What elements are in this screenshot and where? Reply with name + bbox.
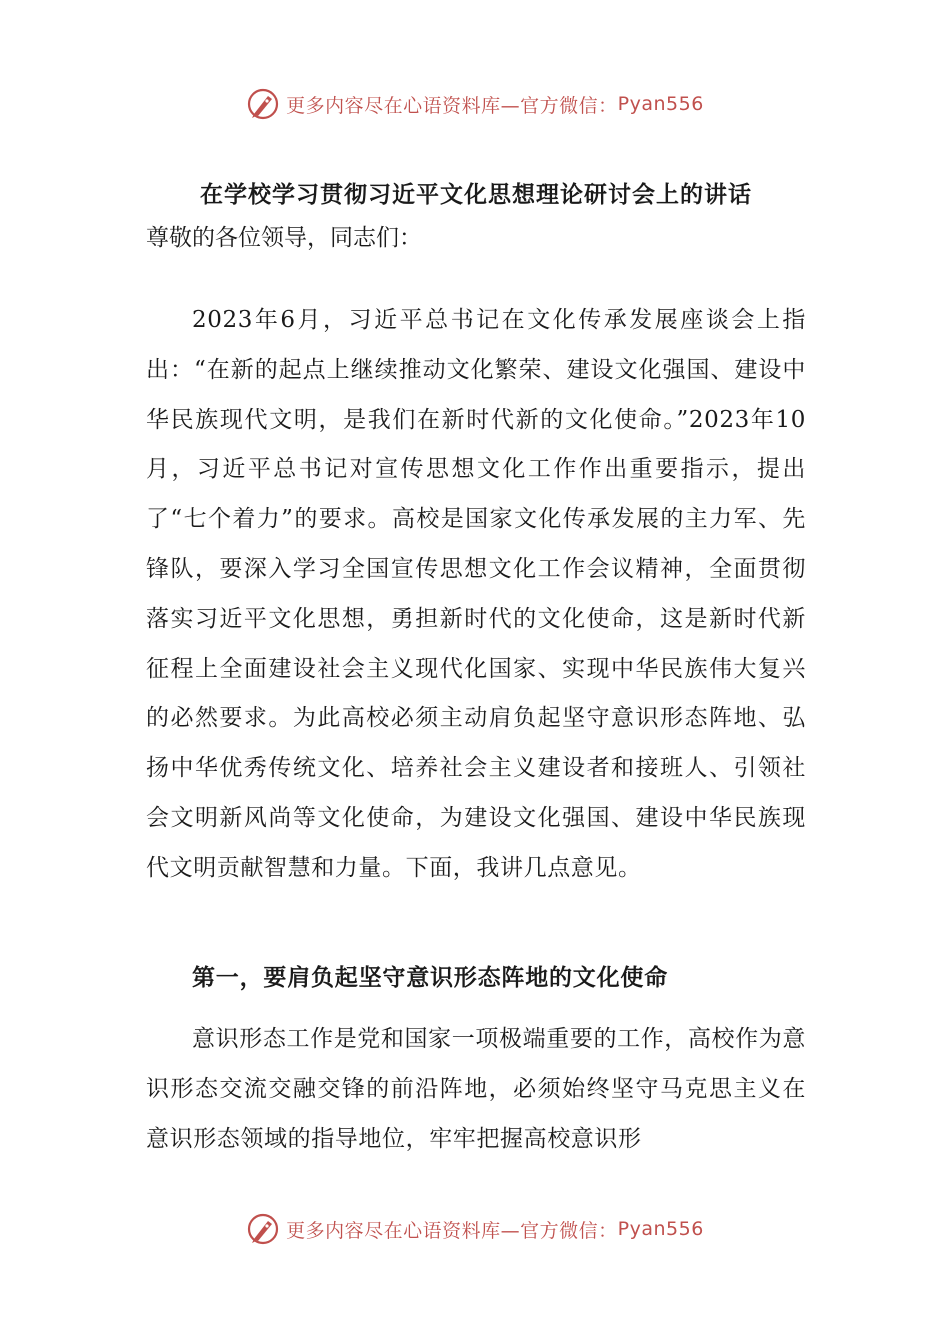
watermark-text: 更多内容尽在心语资料库—官方微信： — [286, 94, 618, 117]
section-heading-1: 第一，要肩负起坚守意识形态阵地的文化使命 — [192, 964, 668, 991]
pen-nib-logo-icon — [246, 87, 280, 121]
document-title: 在学校学习贯彻习近平文化思想理论研讨会上的讲话 — [200, 181, 752, 208]
body-paragraph-2: 意识形态工作是党和国家一项极端重要的工作，高校作为意识形态交流交融交锋的前沿阵地，必须始终坚守马克思主义在意识形态领域的指导地位，牢牢把握高校意识形 — [146, 1026, 806, 1152]
watermark-text: 更多内容尽在心语资料库—官方微信： — [286, 1219, 618, 1242]
watermark-wechat-id: Pyan556 — [617, 1218, 704, 1240]
watermark-banner-bottom — [0, 1209, 950, 1249]
watermark-wechat-id: Pyan556 — [617, 93, 704, 115]
pen-nib-logo-icon — [246, 1212, 280, 1246]
salutation: 尊敬的各位领导，同志们： — [146, 225, 422, 251]
watermark-banner-top — [0, 84, 950, 124]
body-paragraph-1: 2023年6月，习近平总书记在文化传承发展座谈会上指出：“在新的起点上继续推动文化繁荣、建设文化强国、建设中华民族现代文明，是我们在新时代新的文化使命。”2023年10月，习近平总书记对宣传思想文化工作作出重要指示，提出了“七个着力”的要求。高校是国家文化传承发展的主力军、先锋队，要深入学习全国宣传思想文化工作会议精神，全面贯彻落实习近平文化思想，勇担新时代的文化使命，这是新时代新征程上全面建设社会主义现代化国家、实现中华民族伟大复兴的必然要求。为此高校必须主动肩负起坚守意识形态阵地、弘扬中华优秀传统文化、培养社会主义建设者和接班人、引领社会文明新风尚等文化使命，为建设文化强国、建设中华民族现代文明贡献智慧和力量。下面，我讲几点意见。 — [146, 307, 806, 881]
